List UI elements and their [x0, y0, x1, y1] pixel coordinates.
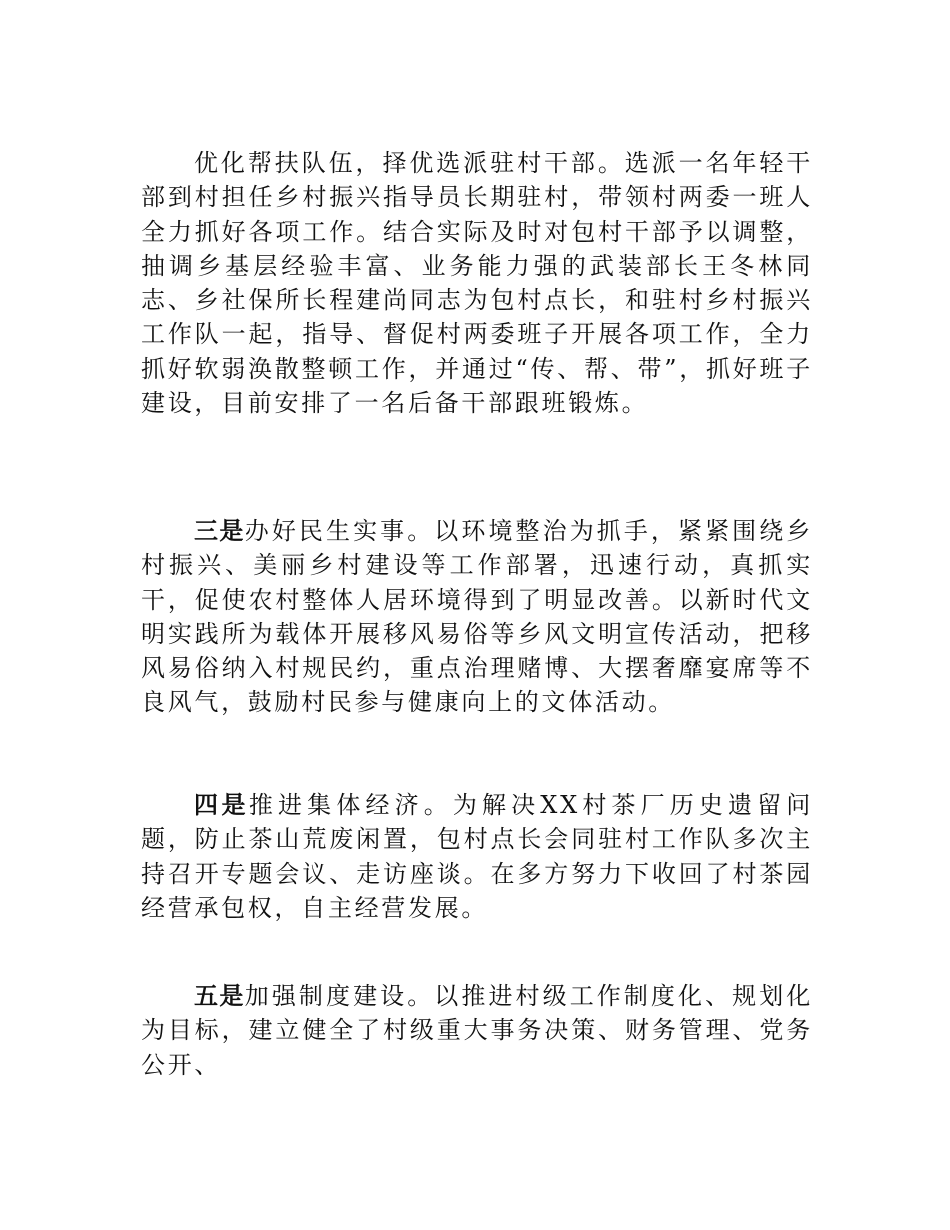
- paragraph-system-building: [141, 979, 813, 1082]
- paragraph-lead: 三是: [194, 517, 245, 545]
- paragraph-lead: 四是: [194, 791, 249, 819]
- paragraph-text: 办好民生实事。以环境整治为抓手，紧紧围绕乡村振兴、美丽乡村建设等工作部署，迅速行动，真抓实干，促使农村整体人居环境得到了明显改善。以新时代文明实践所为载体开展移风易俗等乡风文明宣传活动，把移风易俗纳入村规民约，重点治理赌博、大摆奢靡宴席等不良风气，鼓励村民参与健康向上的文体活动。: [141, 517, 814, 717]
- paragraph-collective-economy: [141, 788, 813, 925]
- paragraph-livelihood: [141, 514, 813, 720]
- paragraph-text: 加强制度建设。以推进村级工作制度化、规划化为目标，建立健全了村级重大事务决策、财务管理、党务公开、: [141, 982, 814, 1079]
- paragraph-text: 推进集体经济。为解决XX村茶厂历史遗留问题，防止茶山荒废闲置，包村点长会同驻村工作队多次主持召开专题会议、走访座谈。在多方努力下收回了村茶园经营承包权，自主经营发展。: [141, 791, 814, 922]
- paragraph-team-optimization: [141, 146, 813, 420]
- paragraph-text: 优化帮扶队伍，择优选派驻村干部。选派一名年轻干部到村担任乡村振兴指导员长期驻村，带领村两委一班人全力抓好各项工作。结合实际及时对包村干部予以调整，抽调乡基层经验丰富、业务能力强的武装部长王冬林同志、乡社保所长程建尚同志为包村点长，和驻村乡村振兴工作队一起，指导、督促村两委班子开展各项工作，全力抓好软弱涣散整顿工作，并通过“传、帮、带”，抓好班子建设，目前安排了一名后备干部跟班锻炼。: [141, 149, 813, 418]
- paragraph-lead: 五是: [194, 982, 245, 1010]
